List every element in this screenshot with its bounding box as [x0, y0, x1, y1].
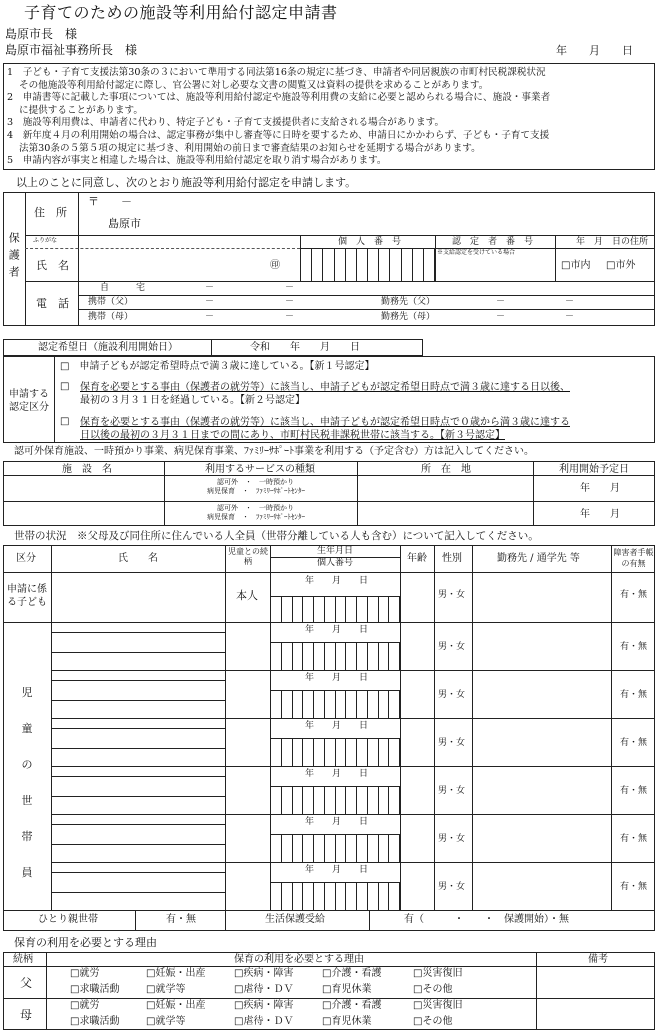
reason-col-note: 備考: [588, 954, 608, 965]
mobile-mother-label: 携帯（母）: [88, 312, 134, 322]
divider: [51, 766, 655, 767]
child-row-label: 申請に係る子ども: [7, 584, 47, 608]
work-mother-label: 勤務先（母）: [381, 312, 436, 322]
category-option-2-checkbox[interactable]: □: [60, 381, 70, 392]
divider: [51, 652, 225, 653]
application-date[interactable]: 年 月 日: [556, 44, 633, 57]
divider: [51, 862, 655, 863]
reason-checkbox[interactable]: □災害復旧: [413, 1000, 463, 1011]
member-disability[interactable]: 有・無: [620, 642, 648, 652]
divider: [51, 892, 225, 893]
col-relation: 児童との続柄: [228, 547, 268, 566]
member-mynumber-boxes[interactable]: [270, 834, 400, 862]
member-disability[interactable]: 有・無: [620, 738, 648, 748]
col-dob: 生年月日: [316, 546, 353, 556]
addressee-mayor: 島原市長 様: [5, 27, 78, 41]
form-title: 子育てのための施設等利用給付認定申請書: [24, 3, 338, 22]
member-dob[interactable]: 年 月 日: [305, 817, 369, 827]
divider: [51, 700, 225, 701]
col-category: 区分: [16, 553, 36, 564]
dash: －: [565, 312, 575, 322]
divider: [51, 632, 225, 633]
mobile-father-label: 携帯（父）: [88, 297, 134, 307]
addressee-welfare: 島原市福祉事務所長 様: [5, 43, 138, 57]
facility-service-header: 利用するサービスの種類: [205, 464, 315, 475]
facility-instructions: 認可外保育施設、一時預かり事業、病児保育事業、ﾌｧﾐﾘｰｻﾎﾟｰﾄ事業を利用する（予定含む）方は記入してください。: [14, 446, 534, 457]
col-work: 勤務先 / 通学先 等: [497, 553, 580, 564]
reason-checkbox[interactable]: □虐待・ＤＶ: [234, 984, 294, 995]
reason-col-reason: 保育の利用を必要とする理由: [234, 954, 364, 965]
dash: －: [565, 297, 575, 307]
child-disability[interactable]: 有・無: [620, 590, 648, 600]
welfare-label: 生活保護受給: [265, 914, 325, 925]
reason-checkbox[interactable]: □災害復旧: [413, 968, 463, 979]
single-parent-label: ひとり親世帯: [38, 914, 98, 925]
start-date-value[interactable]: 令和 年 月 日: [250, 342, 360, 353]
divider: [51, 718, 655, 719]
reason-checkbox[interactable]: □その他: [413, 984, 453, 995]
facility-location-header: 所 在 地: [421, 464, 471, 475]
inside-city-checkbox[interactable]: □市内: [561, 260, 591, 271]
member-dob[interactable]: 年 月 日: [305, 625, 369, 635]
member-mynumber-boxes[interactable]: [270, 738, 400, 766]
col-mynumber: 個人番号: [316, 558, 353, 568]
notes-text: 1 子ども・子育て支援法第30条の３において準用する同法第16条の規定に基づき、申請者や同居親族の市町村民税課税状況 その他施設等利用給付認定に際し、官公署に対し必要な文書の閲覧又は資料の提供を求めることがあります。 2 申請書等に記載した事項については、施設等利用給付認定や施設等利用費の支給に必要と認められる場合に、施設・事業者 に提供することがあります。 3 施設等利用費は、申請者に代わり、特定子ども・子育て支援提供者に支給される場合があります。 4 新年度４月の利用開始の場合は、認定事務が集中し審査等に日時を要するため、申請日にかかわらず、子ども・子育て支援 法第30条の５第５項の規定に基づき、利用開始の前日まで審査結果のお知らせを延期する場合があります。 5 申請内容が事実と相違した場合は、施設等利用給付認定を取り消す場合があります。: [7, 67, 551, 167]
start-date-label: 認定希望日（施設利用開始日）: [38, 342, 178, 353]
member-dob[interactable]: 年 月 日: [305, 721, 369, 731]
my-number-boxes[interactable]: [300, 248, 435, 281]
reason-checkbox[interactable]: □求職活動: [70, 1016, 120, 1027]
divider: [51, 728, 225, 729]
agreement-text: 以上のことに同意し、次のとおり施設等利用給付認定を申請します。: [16, 176, 357, 189]
service-options[interactable]: 認可外 ・ 一時預かり 病児保育 ・ ﾌｧﾐﾘｰｻﾎﾟｰﾄｾﾝﾀｰ: [207, 478, 305, 495]
reason-checkbox[interactable]: □育児休業: [322, 984, 372, 995]
dash: －: [205, 312, 215, 322]
reason-checkbox[interactable]: □介護・看護: [322, 1000, 382, 1011]
furigana-label: ふりがな: [33, 237, 58, 244]
reason-title: 保育の利用を必要とする理由: [14, 936, 157, 949]
cert-note: ※支給認定を受けている場合: [437, 249, 516, 256]
col-age: 年齢: [407, 553, 427, 564]
reason-mother-label: 母: [20, 1008, 33, 1022]
dash: －: [205, 297, 215, 307]
member-sex[interactable]: 男・女: [438, 738, 466, 748]
member-mynumber-boxes[interactable]: [270, 642, 400, 670]
reason-checkbox[interactable]: □育児休業: [322, 1016, 372, 1027]
child-dob[interactable]: 年 月 日: [305, 576, 369, 586]
divider: [51, 844, 225, 845]
name-label: 氏 名: [36, 259, 69, 272]
reason-checkbox[interactable]: □妊娠・出産: [146, 1000, 206, 1011]
facility-start-date[interactable]: 年 月: [580, 509, 620, 520]
members-label: 児 童 の 世 帯 員: [21, 686, 33, 879]
address-label: 住 所: [34, 206, 67, 219]
member-disability[interactable]: 有・無: [620, 834, 648, 844]
divider: [51, 748, 225, 749]
reason-checkbox[interactable]: □求職活動: [70, 984, 120, 995]
child-sex[interactable]: 男・女: [438, 590, 466, 600]
address-city[interactable]: 島原市: [108, 217, 141, 230]
member-sex[interactable]: 男・女: [438, 834, 466, 844]
divider: [51, 670, 655, 671]
category-option-3: 保育を必要とする事由（保護者の就労等）に該当し、申請子どもが認定希望日時点で０歳から満３歳に達する 日以後の最初の３月３１日までの間にあり、市町村民税非課税世帯に該当する。【新３号認定】: [80, 417, 570, 441]
col-sex: 性別: [442, 553, 462, 564]
service-options[interactable]: 認可外 ・ 一時預かり 病児保育 ・ ﾌｧﾐﾘｰｻﾎﾟｰﾄｾﾝﾀｰ: [207, 504, 305, 521]
dash: －: [285, 283, 295, 293]
member-sex[interactable]: 男・女: [438, 690, 466, 700]
member-sex[interactable]: 男・女: [438, 882, 466, 892]
welfare-value[interactable]: 有（ ・ ・ 保護開始）・無: [404, 914, 569, 925]
reason-checkbox[interactable]: □妊娠・出産: [146, 968, 206, 979]
residence-date-label: 年 月 日の住所: [576, 237, 649, 247]
category-label: 申請する認定区分: [9, 389, 49, 413]
reason-checkbox[interactable]: □就労: [70, 1000, 100, 1011]
member-mynumber-boxes[interactable]: [270, 690, 400, 718]
divider: [51, 796, 225, 797]
cert-number-label: 認 定 者 番 号: [452, 237, 534, 247]
single-parent-value[interactable]: 有・無: [166, 914, 196, 925]
member-sex[interactable]: 男・女: [438, 642, 466, 652]
reason-father-label: 父: [20, 976, 33, 990]
category-option-3-checkbox[interactable]: □: [60, 416, 70, 427]
category-option-1[interactable]: □ 申請子どもが認定希望時点で満３歳に達している。【新１号認定】: [60, 361, 375, 372]
reason-checkbox[interactable]: □就労: [70, 968, 100, 979]
divider: [51, 680, 225, 681]
col-disability: 障害者手帳の有無: [613, 548, 654, 568]
col-name: 氏 名: [118, 553, 158, 564]
guardian-label: 保護者: [7, 232, 21, 283]
member-dob[interactable]: 年 月 日: [305, 865, 369, 875]
reason-checkbox[interactable]: □疾病・障害: [234, 1000, 294, 1011]
postal-code[interactable]: 〒 －: [88, 195, 132, 208]
member-disability[interactable]: 有・無: [620, 786, 648, 796]
household-instructions: 世帯の状況 ※父母及び同住所に住んでいる人全員（世帯分離している人も含む）について記入してください。: [14, 530, 539, 542]
outside-city-checkbox[interactable]: □市外: [606, 260, 636, 271]
member-disability[interactable]: 有・無: [620, 690, 648, 700]
seal-mark: ㊞: [270, 260, 280, 271]
divider: [51, 824, 225, 825]
facility-start-date[interactable]: 年 月: [580, 483, 620, 494]
reason-checkbox[interactable]: □就学等: [146, 984, 186, 995]
member-mynumber-boxes[interactable]: [270, 882, 400, 910]
divider: [51, 814, 655, 815]
dash: －: [496, 312, 506, 322]
facility-name-header: 施 設 名: [62, 464, 112, 475]
dash: －: [205, 283, 215, 293]
member-sex[interactable]: 男・女: [438, 786, 466, 796]
phone-label: 電 話: [36, 297, 69, 310]
facility-start-header: 利用開始予定日: [559, 464, 629, 475]
home-phone-label: 自 宅: [100, 283, 146, 293]
dash: －: [285, 297, 295, 307]
reason-col-relation: 続柄: [13, 954, 33, 965]
member-dob[interactable]: 年 月 日: [305, 673, 369, 683]
dash: －: [285, 312, 295, 322]
reason-checkbox[interactable]: □就学等: [146, 1016, 186, 1027]
child-mynumber-boxes[interactable]: [270, 596, 400, 622]
work-father-label: 勤務先（父）: [381, 297, 436, 307]
dash: －: [496, 297, 506, 307]
child-relation: 本人: [236, 589, 258, 602]
divider: [51, 872, 225, 873]
category-option-2: 保育を必要とする事由（保護者の就労等）に該当し、申請子どもが認定希望日時点で満３歳に達する日以後、 最初の３月３１日を経過している。【新２号認定】: [80, 382, 570, 406]
member-disability[interactable]: 有・無: [620, 882, 648, 892]
reason-checkbox[interactable]: □疾病・障害: [234, 968, 294, 979]
member-dob[interactable]: 年 月 日: [305, 769, 369, 779]
member-mynumber-boxes[interactable]: [270, 786, 400, 814]
reason-checkbox[interactable]: □その他: [413, 1016, 453, 1027]
reason-checkbox[interactable]: □介護・看護: [322, 968, 382, 979]
my-number-label: 個 人 番 号: [338, 237, 402, 247]
divider: [51, 776, 225, 777]
reason-checkbox[interactable]: □虐待・ＤＶ: [234, 1016, 294, 1027]
